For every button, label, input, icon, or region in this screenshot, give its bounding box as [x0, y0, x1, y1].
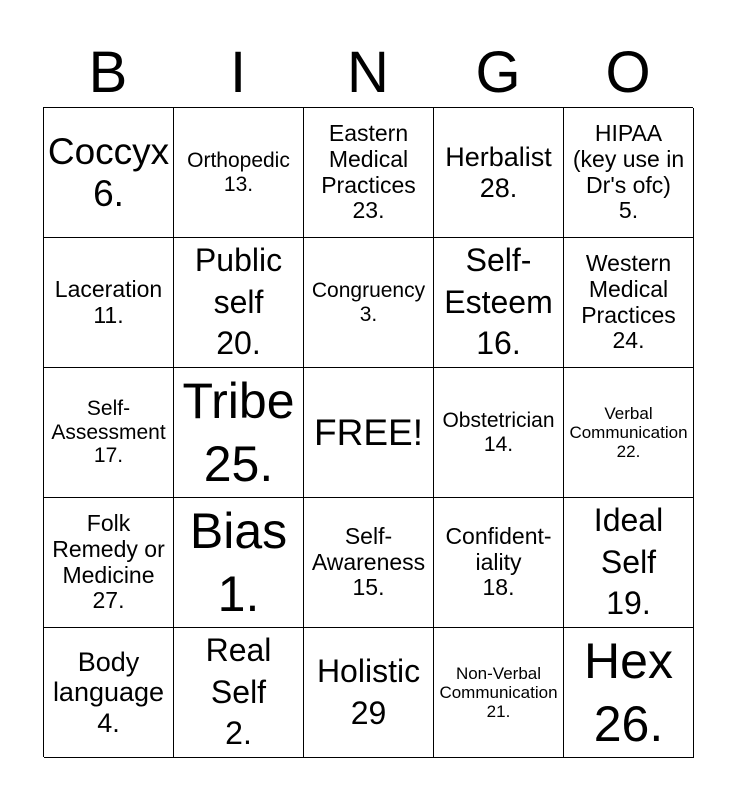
bingo-cell[interactable]: Eastern Medical Practices 23.	[304, 108, 434, 238]
bingo-cell[interactable]: Public self 20.	[174, 238, 304, 368]
bingo-cell[interactable]: Hex 26.	[564, 628, 694, 758]
bingo-card-grid	[43, 107, 693, 757]
bingo-cell[interactable]: Laceration 11.	[44, 238, 174, 368]
bingo-header	[43, 38, 693, 108]
bingo-cell[interactable]: Body language 4.	[44, 628, 174, 758]
bingo-cell[interactable]: Ideal Self 19.	[564, 498, 694, 628]
bingo-cell[interactable]: Non-Verbal Communication 21.	[434, 628, 564, 758]
bingo-cell[interactable]: Orthopedic 13.	[174, 108, 304, 238]
header-letter-o: O	[605, 40, 651, 105]
bingo-cell[interactable]: Verbal Communication 22.	[564, 368, 694, 498]
bingo-cell[interactable]: Holistic 29	[304, 628, 434, 758]
bingo-cell[interactable]: Obstetrician 14.	[434, 368, 564, 498]
bingo-cell[interactable]: Bias 1.	[174, 498, 304, 628]
header-letter-i: I	[229, 40, 247, 105]
bingo-cell[interactable]: Coccyx 6.	[44, 108, 174, 238]
bingo-cell[interactable]: Self- Awareness 15.	[304, 498, 434, 628]
header-letter-b: B	[88, 40, 128, 105]
bingo-cell[interactable]: Self- Esteem 16.	[434, 238, 564, 368]
bingo-cell[interactable]: Herbalist 28.	[434, 108, 564, 238]
bingo-cell[interactable]: Confident- iality 18.	[434, 498, 564, 628]
bingo-cell[interactable]: Real Self 2.	[174, 628, 304, 758]
bingo-cell[interactable]: HIPAA (key use in Dr's ofc) 5.	[564, 108, 694, 238]
free-space-cell[interactable]: FREE!	[304, 368, 434, 498]
bingo-cell[interactable]: Western Medical Practices 24.	[564, 238, 694, 368]
bingo-cell[interactable]: Tribe 25.	[174, 368, 304, 498]
header-letter-n: N	[347, 40, 389, 105]
bingo-cell[interactable]: Folk Remedy or Medicine 27.	[44, 498, 174, 628]
bingo-cell[interactable]: Self- Assessment 17.	[44, 368, 174, 498]
header-letter-g: G	[475, 40, 521, 105]
bingo-cell[interactable]: Congruency 3.	[304, 238, 434, 368]
